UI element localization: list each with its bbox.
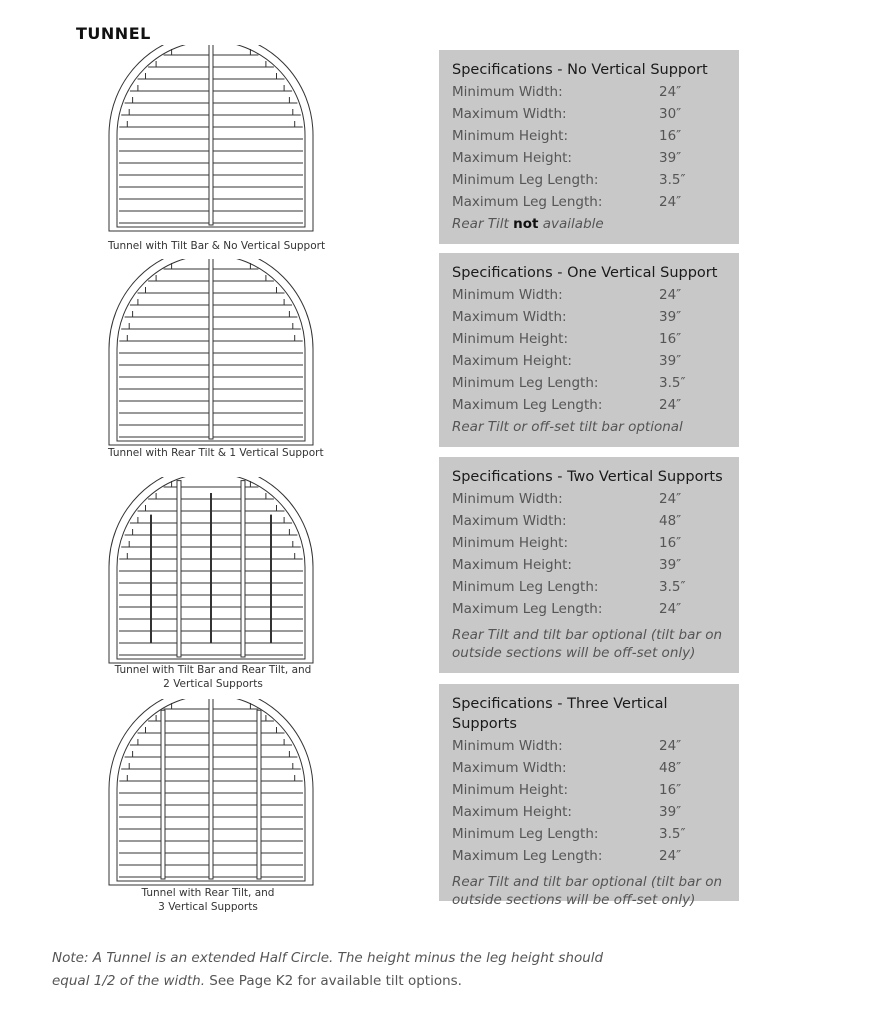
spec-panel-three-supports bbox=[439, 684, 739, 908]
spec-row bbox=[452, 779, 726, 801]
spec-row bbox=[452, 394, 726, 416]
spec-value: 3.5″ bbox=[659, 826, 686, 842]
spec-label: Maximum Leg Length: bbox=[452, 601, 603, 617]
spec-row bbox=[452, 735, 726, 757]
spec-row bbox=[452, 576, 726, 598]
spec-value: 16″ bbox=[659, 128, 682, 144]
figure-caption bbox=[108, 663, 318, 691]
spec-value: 24″ bbox=[659, 84, 682, 100]
spec-value: 24″ bbox=[659, 287, 682, 303]
spec-row bbox=[452, 372, 726, 394]
spec-value: 30″ bbox=[659, 106, 682, 122]
spec-row bbox=[452, 488, 726, 510]
spec-row bbox=[452, 845, 726, 867]
spec-row bbox=[452, 757, 726, 779]
spec-label: Maximum Height: bbox=[452, 353, 572, 369]
spec-value: 3.5″ bbox=[659, 579, 686, 595]
spec-panel-two-supports bbox=[439, 457, 739, 673]
spec-note: Rear Tilt or off-set tilt bar optional bbox=[452, 419, 683, 435]
spec-row bbox=[452, 81, 726, 103]
figure-caption-line: Tunnel with Tilt Bar and Rear Tilt, and bbox=[114, 664, 312, 676]
spec-panel-one-support bbox=[439, 253, 739, 447]
spec-label: Minimum Leg Length: bbox=[452, 172, 599, 188]
figure-caption-line: 2 Vertical Supports bbox=[163, 678, 263, 690]
spec-row bbox=[452, 125, 726, 147]
spec-value: 16″ bbox=[659, 782, 682, 798]
spec-label: Minimum Leg Length: bbox=[452, 826, 599, 842]
spec-value: 48″ bbox=[659, 513, 682, 529]
spec-panel-no-support bbox=[439, 50, 739, 244]
spec-row bbox=[452, 823, 726, 845]
spec-note: Rear Tilt and tilt bar optional (tilt bar on outside sections will be off-set only) bbox=[452, 874, 723, 908]
spec-label: Minimum Height: bbox=[452, 331, 569, 347]
spec-row bbox=[452, 147, 726, 169]
spec-label: Maximum Height: bbox=[452, 557, 572, 573]
spec-value: 39″ bbox=[659, 150, 682, 166]
tunnel-figure-two-supports bbox=[107, 477, 317, 667]
spec-value: 24″ bbox=[659, 491, 682, 507]
vertical-support bbox=[209, 259, 213, 439]
spec-label: Minimum Width: bbox=[452, 84, 563, 100]
spec-label: Minimum Width: bbox=[452, 491, 563, 507]
spec-label: Maximum Width: bbox=[452, 309, 567, 325]
spec-label: Maximum Width: bbox=[452, 513, 567, 529]
spec-value: 24″ bbox=[659, 397, 682, 413]
spec-row bbox=[452, 801, 726, 823]
spec-row bbox=[452, 103, 726, 125]
spec-value: 24″ bbox=[659, 601, 682, 617]
spec-title: Specifications - Two Vertical Supports bbox=[452, 469, 723, 485]
spec-title: Specifications - One Vertical Support bbox=[452, 265, 718, 281]
vertical-support bbox=[209, 699, 213, 879]
figure-caption bbox=[108, 886, 308, 914]
spec-value: 39″ bbox=[659, 353, 682, 369]
spec-label: Minimum Width: bbox=[452, 738, 563, 754]
spec-row bbox=[452, 169, 726, 191]
spec-row bbox=[452, 191, 726, 213]
spec-label: Maximum Height: bbox=[452, 150, 572, 166]
spec-value: 24″ bbox=[659, 194, 682, 210]
spec-value: 48″ bbox=[659, 760, 682, 776]
figure-caption-line: 3 Vertical Supports bbox=[158, 901, 258, 913]
spec-value: 39″ bbox=[659, 309, 682, 325]
tunnel-shutter-drawing bbox=[107, 259, 317, 449]
spec-label: Minimum Leg Length: bbox=[452, 579, 599, 595]
footnote-line: Note: A Tunnel is an extended Half Circle. The height minus the leg height should bbox=[52, 950, 604, 966]
spec-label: Minimum Width: bbox=[452, 287, 563, 303]
footnote-line: equal 1/2 of the width. See Page K2 for available tilt options. bbox=[52, 973, 462, 989]
spec-value: 16″ bbox=[659, 331, 682, 347]
figure-caption: Tunnel with Tilt Bar & No Vertical Support bbox=[108, 240, 326, 252]
tunnel-figure-three-supports bbox=[107, 699, 317, 889]
tunnel-shutter-drawing bbox=[107, 699, 317, 889]
spec-label: Maximum Leg Length: bbox=[452, 848, 603, 864]
spec-label: Minimum Height: bbox=[452, 535, 569, 551]
tunnel-shutter-drawing bbox=[107, 477, 317, 667]
vertical-support bbox=[177, 481, 181, 657]
spec-label: Minimum Height: bbox=[452, 782, 569, 798]
spec-label: Maximum Width: bbox=[452, 760, 567, 776]
spec-value: 39″ bbox=[659, 804, 682, 820]
spec-row bbox=[452, 306, 726, 328]
tunnel-figure-no-support bbox=[107, 45, 317, 235]
spec-title: Specifications - No Vertical Support bbox=[452, 62, 708, 78]
spec-label: Maximum Leg Length: bbox=[452, 397, 603, 413]
vertical-support bbox=[209, 45, 213, 225]
figure-caption: Tunnel with Rear Tilt & 1 Vertical Support bbox=[108, 447, 324, 459]
spec-row bbox=[452, 350, 726, 372]
spec-label: Minimum Leg Length: bbox=[452, 375, 599, 391]
page-title: TUNNEL bbox=[76, 24, 151, 43]
spec-row bbox=[452, 598, 726, 620]
spec-note: Rear Tilt not available bbox=[452, 216, 604, 232]
spec-label: Maximum Leg Length: bbox=[452, 194, 603, 210]
spec-value: 39″ bbox=[659, 557, 682, 573]
spec-value: 24″ bbox=[659, 848, 682, 864]
figure-caption-line: Tunnel with Rear Tilt, and bbox=[141, 887, 275, 899]
spec-value: 24″ bbox=[659, 738, 682, 754]
spec-row bbox=[452, 328, 726, 350]
spec-row bbox=[452, 510, 726, 532]
tunnel-shutter-drawing bbox=[107, 45, 317, 235]
spec-label: Maximum Width: bbox=[452, 106, 567, 122]
spec-note: Rear Tilt and tilt bar optional (tilt bar on outside sections will be off-set only) bbox=[452, 627, 723, 661]
vertical-support bbox=[257, 710, 261, 879]
spec-value: 16″ bbox=[659, 535, 682, 551]
spec-row bbox=[452, 284, 726, 306]
spec-row bbox=[452, 554, 726, 576]
spec-row bbox=[452, 532, 726, 554]
spec-value: 3.5″ bbox=[659, 172, 686, 188]
spec-label: Maximum Height: bbox=[452, 804, 572, 820]
spec-label: Minimum Height: bbox=[452, 128, 569, 144]
tunnel-figure-one-support bbox=[107, 259, 317, 449]
vertical-support bbox=[241, 481, 245, 657]
spec-value: 3.5″ bbox=[659, 375, 686, 391]
vertical-support bbox=[161, 710, 165, 879]
footnote bbox=[52, 947, 603, 993]
spec-title: Specifications - Three Vertical Supports bbox=[452, 696, 668, 732]
